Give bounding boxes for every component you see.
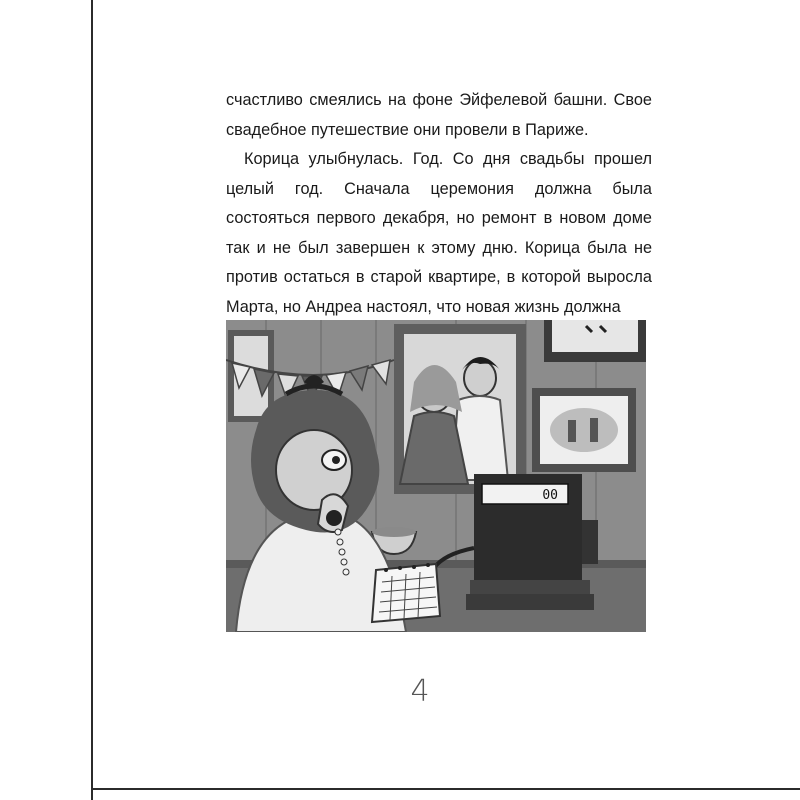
desk-calendar bbox=[372, 564, 440, 622]
register-display: 00 bbox=[542, 488, 558, 503]
page-edge-bottom bbox=[91, 788, 800, 790]
body-text bbox=[226, 86, 652, 322]
page-number: 4 bbox=[410, 674, 430, 709]
paragraph-1: счастливо смеялись на фоне Эйфелевой башни. Свое свадебное путешествие они провели в Париже. bbox=[226, 91, 652, 139]
page-edge-left bbox=[91, 0, 93, 800]
paragraph-2: Корица улыбнулась. Год. Со дня свадьбы прошел целый год. Сначала церемония должна была состояться первого декабря, но ремонт в новом доме так и не был завершен к этому дню. Корица была не против остаться в старой квартире, в которой выросла Марта, но Андреа настоял, что новая жизнь должна bbox=[226, 150, 652, 316]
illustration-drawing bbox=[226, 320, 646, 632]
illustration bbox=[226, 320, 646, 632]
